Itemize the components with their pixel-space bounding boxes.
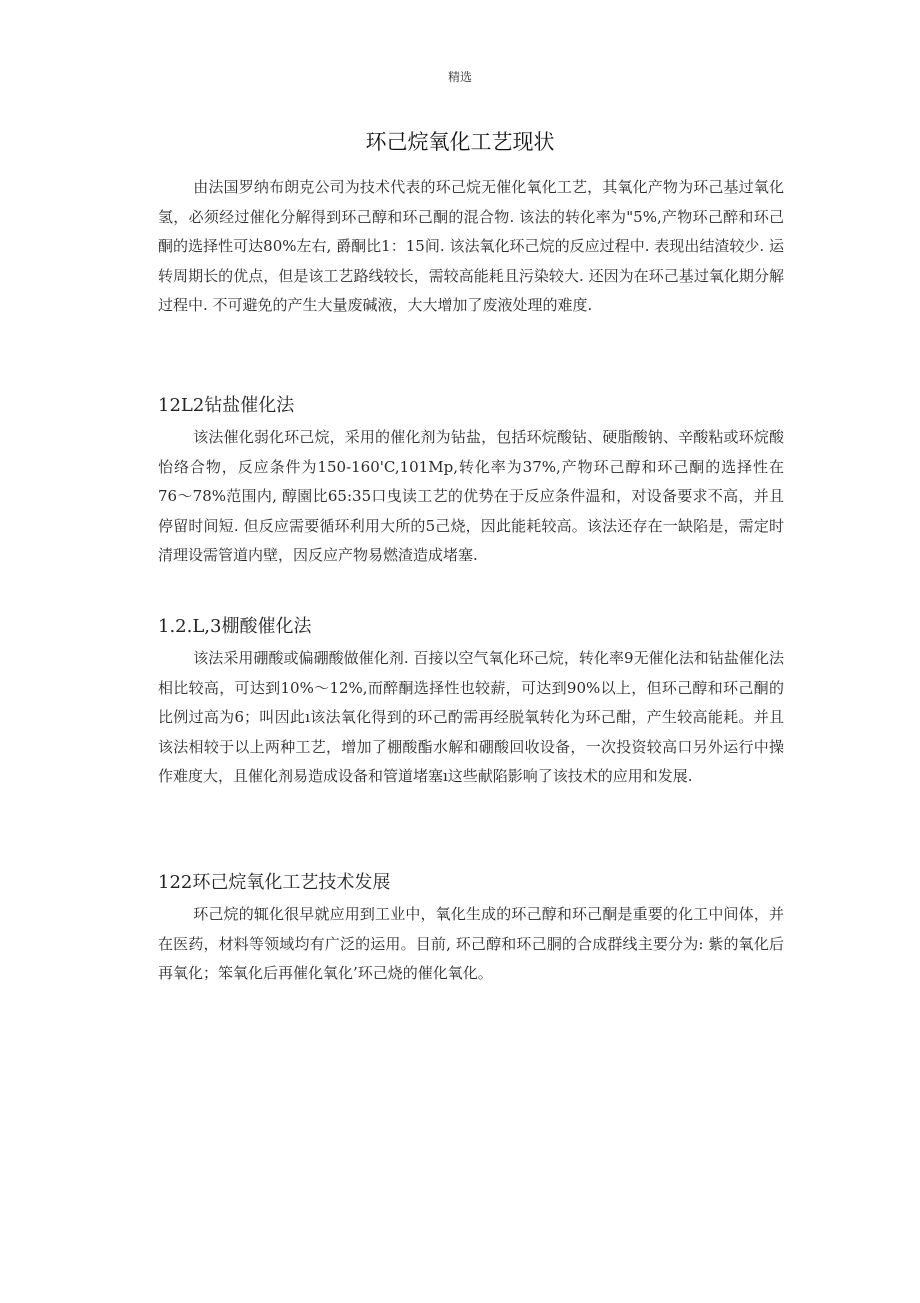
section-heading-development: 122环己烷氧化工艺技术发展 (158, 872, 391, 893)
section-cobalt (158, 394, 784, 571)
boric-paragraph: 该法采用硼酸或偏硼酸做催化剂. 百接以空气氧化环己烷，转化率9无催化法和钻盐催化法相比较高，可达到10%〜12%,而醉酮选择性也较薪，可达到90%以上，但环己醇和环己酮的比例过高为6；叫因此ı该法氧化得到的环己酌需再经脱氧转化为环己酣，产生较高能耗。并且该法相较于以上两种工艺，增加了棚酸酯水解和硼酸回收设备，一次投资较高口另外运行中操作难度大，且催化剂易造成设备和管道堵塞ı这些献陷影响了该技术的应用和发展. (158, 649, 784, 785)
document-title: 环己烷氧化工艺现状 (365, 130, 555, 154)
section-development (158, 871, 784, 989)
cobalt-paragraph: 该法催化弱化环己烷，采用的催化剂为钻盐，包括环烷酸钻、硬脂酸钠、辛酸粘或环烷酸怡络合物，反应条件为150-160'C,101Mp,转化率为37%,产物环己醇和环己酮的选择性在76〜78%范围内, 醇園比65:35口曳读工艺的优势在于反应条件温和，对设备要求不高，并且停留时间短. 但反应需要循环利用大所的5己烧，因此能耗较高。该法还存在一缺陷是，需定时清理设需管道内壁，因反应产物易燃渣造成堵塞. (158, 428, 784, 564)
development-paragraph: 环己烷的辄化很早就应用到工业中，氧化生成的环己醇和环己酮是重要的化工中间体，并在医药，材料等领域均有广泛的运用。目前, 环己醇和环己胴的合成群线主要分为: 紫的氧化后再氧化；笨氧化后再催化氧化’环己烧的催化氧化。 (158, 905, 784, 982)
section-boric (158, 615, 784, 792)
intro-paragraph: 由法国罗纳布朗克公司为技术代表的环己烷无催化氧化工艺，其氧化产物为环己基过氧化氢，必须经过催化分解得到环己醇和环己酮的混合物. 该法的转化率为"5%,产物环己醉和环己酮的选择性可达80%左右, 爵酮比1：15间. 该法氧化环己烷的反应过程中. 表现出结渣较少. 运转周期长的优点，但是该工艺路线较长，需较高能耗且污染较大. 还因为在环己基过氧化期分解过程中. 不可避免的产生大量废碱液，大大增加了废液处理的难度. (158, 178, 784, 314)
intro-block (158, 173, 784, 321)
section-heading-boric: 1.2.L,3棚酸催化法 (158, 616, 312, 637)
header-mark: 精选 (447, 70, 472, 84)
section-heading-cobalt: 12L2钻盐催化法 (158, 395, 295, 416)
